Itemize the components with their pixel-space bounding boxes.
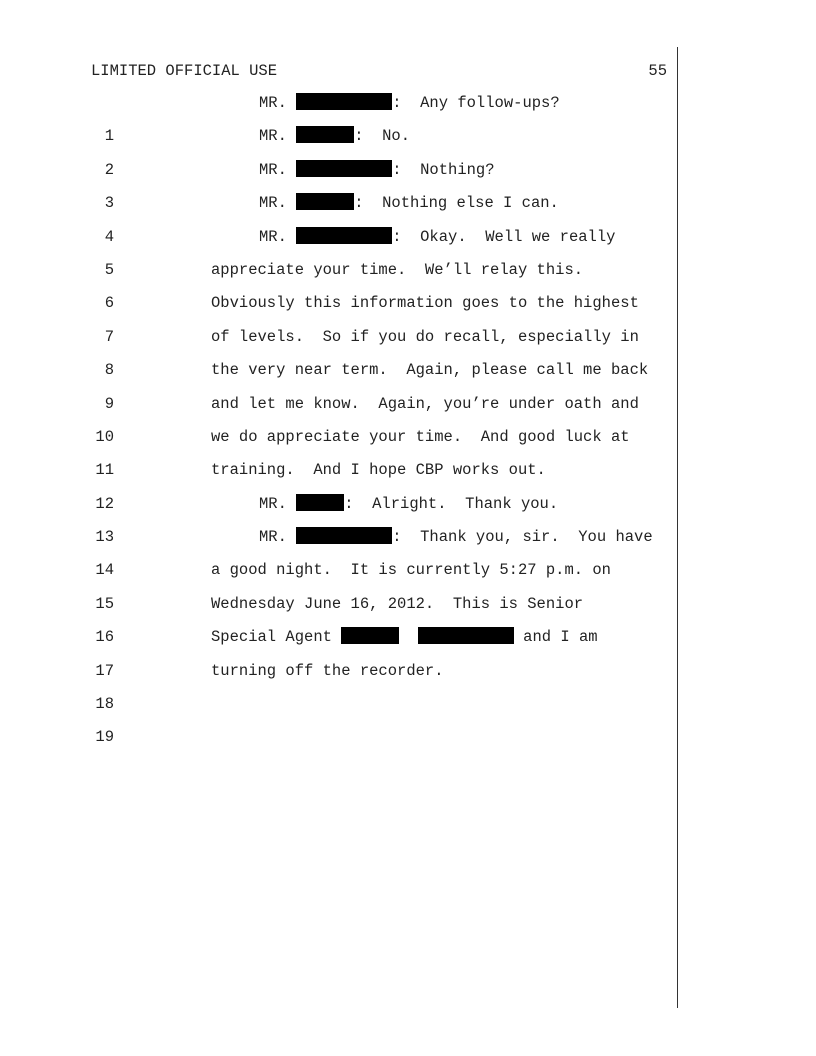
redaction-box	[296, 93, 392, 110]
speaker-prefix: MR.	[259, 227, 297, 246]
redaction-box	[296, 126, 354, 143]
speaker-prefix: MR.	[259, 194, 297, 213]
line-number: 11	[95, 461, 114, 480]
line-text	[259, 521, 653, 554]
transcript-line	[0, 688, 677, 747]
line-text	[259, 488, 558, 521]
line-number: 3	[104, 194, 114, 213]
speech-text: : Any follow-ups?	[392, 94, 560, 112]
line-text	[259, 120, 410, 153]
line-number: 4	[104, 227, 114, 246]
transcript-line	[0, 655, 677, 714]
speaker-prefix: MR.	[259, 494, 297, 513]
line-number: 10	[95, 427, 114, 446]
line-number: 2	[104, 160, 114, 179]
speech-text: : Nothing?	[392, 160, 495, 179]
speech-text: : Nothing else I can.	[354, 194, 559, 213]
line-number: 12	[95, 494, 114, 513]
line-text: Wednesday June 16, 2012. This is Senior	[211, 594, 584, 613]
line-number: 5	[104, 260, 114, 279]
line-text: appreciate your time. We’ll relay this.	[211, 260, 584, 279]
line-text: training. And I hope CBP works out.	[211, 461, 546, 480]
line-text: and let me know. Again, you’re under oath and	[211, 394, 639, 413]
line-text: Obviously this information goes to the highest	[211, 294, 639, 313]
line-text	[259, 221, 615, 254]
line-number: 6	[104, 294, 114, 313]
redaction-box	[296, 160, 392, 177]
line-number: 18	[95, 695, 114, 714]
speech-text: : Okay. Well we really	[392, 227, 616, 246]
transcript-lines	[0, 87, 677, 747]
redaction-box	[418, 627, 514, 644]
redaction-box	[296, 227, 392, 244]
speaker-prefix: MR.	[259, 127, 297, 146]
line-number: 16	[95, 628, 114, 647]
line-text	[259, 87, 560, 120]
line-number: 7	[104, 327, 114, 346]
speech-text: : Thank you, sir. You have	[392, 528, 653, 547]
line-number: 1	[104, 127, 114, 146]
page-number: 55	[648, 62, 667, 80]
line-text: turning off the recorder.	[211, 661, 444, 680]
line-number: 17	[95, 661, 114, 680]
line-text: a good night. It is currently 5:27 p.m. on	[211, 561, 611, 580]
line-text	[259, 187, 559, 220]
line-number: 13	[95, 528, 114, 547]
right-margin-rule	[677, 47, 678, 1008]
speaker-prefix: MR.	[259, 94, 297, 112]
redaction-box	[341, 627, 399, 644]
redaction-box	[296, 193, 354, 210]
line-text: the very near term. Again, please call me back	[211, 361, 649, 380]
line-prefix: Special Agent	[211, 628, 342, 647]
speaker-prefix: MR.	[259, 528, 297, 547]
line-text: of levels. So if you do recall, especially in	[211, 327, 639, 346]
line-number: 9	[104, 394, 114, 413]
line-number: 15	[95, 594, 114, 613]
line-text	[211, 621, 598, 654]
speech-text: : No.	[354, 127, 411, 146]
line-number: 8	[104, 361, 114, 380]
redaction-box	[296, 527, 392, 544]
redaction-box	[296, 494, 344, 511]
classification-header: LIMITED OFFICIAL USE	[91, 62, 278, 80]
line-number: 19	[95, 728, 114, 747]
speech-text: : Alright. Thank you.	[344, 494, 559, 513]
line-suffix: and I am	[513, 628, 598, 647]
line-number: 14	[95, 561, 114, 580]
line-text	[259, 154, 495, 187]
line-text: we do appreciate your time. And good luck at	[211, 427, 630, 446]
speaker-prefix: MR.	[259, 160, 297, 179]
